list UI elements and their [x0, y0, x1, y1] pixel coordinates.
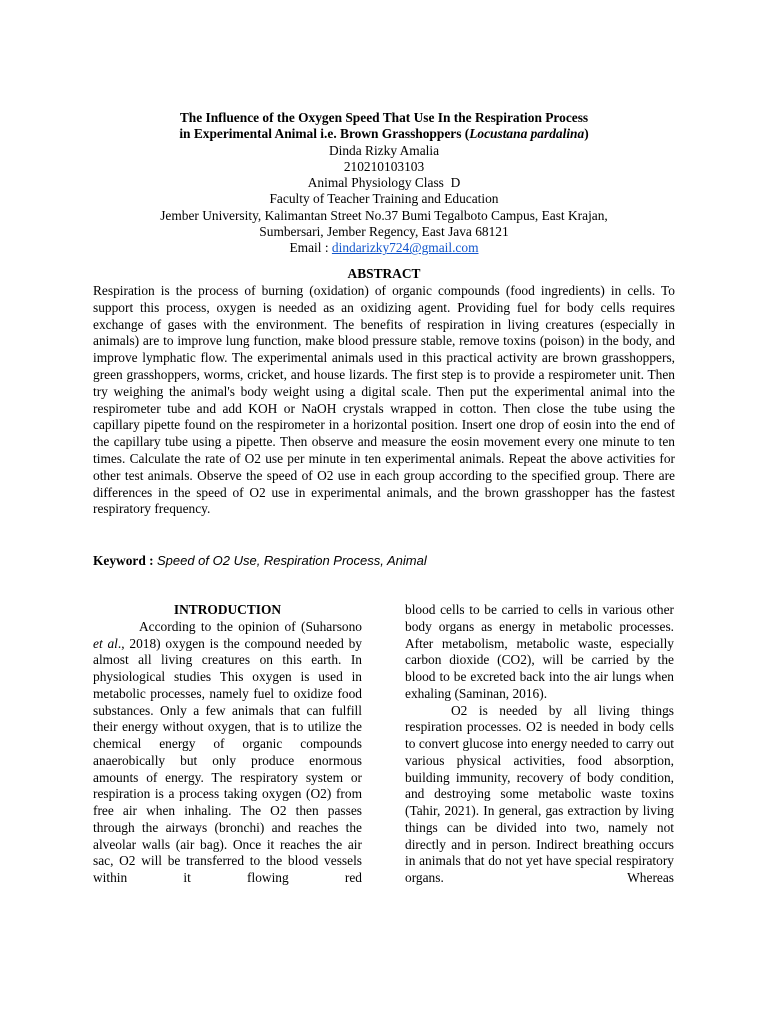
student-id: 210210103103	[343, 158, 425, 174]
address-line-1: Jember University, Kalimantan Street No.37 Bumi Tegalboto Campus, East Krajan,	[160, 207, 608, 223]
intro-p1-start: According to the opinion of (Suharsono	[139, 618, 362, 634]
abstract-heading: ABSTRACT	[347, 266, 421, 281]
intro-p1-etal: et al	[93, 635, 118, 651]
email-link[interactable]: dindarizky724@gmail.com	[331, 240, 479, 256]
paper-header	[93, 110, 675, 257]
intro-paragraph-1	[93, 619, 362, 887]
email-label: Email :	[289, 240, 332, 256]
intro-paragraph-3: O2 is needed by all living things respiration processes. O2 is needed in body cells to convert glucose into energy needed to carry out various physical activities, food absorption, building immunity, recovery of body condition, and destroying some metabolic waste toxins (Tahir, 2021). In general, gas extraction by living things can be divided into two, namely not directly and in person. Indirect breathing occurs in animals that do not yet have special respiratory organs. Whereas	[405, 702, 674, 885]
keyword-label: Keyword :	[93, 553, 157, 568]
author-name: Dinda Rizky Amalia	[328, 142, 440, 158]
title-line-1: The Influence of the Oxygen Speed That Use In the Respiration Process	[179, 110, 589, 125]
email-line	[93, 240, 675, 256]
intro-p1-rest: ., 2018) oxygen is the compound needed by almost all living creatures on this earth. In physiological studies This oxygen is used in metabolic processes, namely fuel to oxidize food substances. Only a few animals that can fulfill their energy without oxygen, that is to utilize the chemical energy of organic compounds anaerobically but only produce enormous amounts of energy. The respiratory system or respiration is a process taking oxygen (O2) from free air when inhaling. The O2 then passes through the airways (bronchi) and reaches the alveolar walls (air bag). Once it reaches the air sac, O2 will be transferred to the blood vessels within it flowing red	[93, 635, 362, 885]
title-line-2-end: )	[584, 126, 589, 142]
faculty-name: Faculty of Teacher Training and Education	[269, 191, 499, 207]
left-column	[93, 602, 362, 887]
address-line-2: Sumbersari, Jember Regency, East Java 68121	[259, 224, 509, 240]
right-column	[405, 602, 674, 887]
keyword-list: Speed of O2 Use, Respiration Process, Animal	[156, 553, 427, 568]
intro-paragraph-2: blood cells to be carried to cells in various other body organs as energy in metabolic processes. After metabolism, metabolic waste, especially carbon dioxide (CO2), will be carried by the blood to be excreted back into the air lungs when exhaling (Saminan, 2016).	[405, 602, 674, 701]
abstract-text: Respiration is the process of burning (oxidation) of organic compounds (food ingredients) in cells. To support this process, oxygen is needed as an oxidizing agent. Providing fuel for body cells requires exchange of gases with the environment. The benefits of respiration in living creatures (especially in animals) are to improve lung function, make blood pressure stable, remove toxins (poison) in the body, and improve lymphatic flow. The experimental animals used in this practical activity are brown grasshoppers, green grasshoppers, worms, cricket, and house lizards. The first step is to provide a respirometer unit. Then try weighing the animal's body weight using a digital scale. Then put the experimental animal into the respirometer tube and add KOH or NaOH crystals wrapped in cotton. Then close the tube using the capillary pipette found on the respirometer in a horizontal position. Insert one drop of eosin into the end of the capillary tube using a pipette. Then observe and measure the eosin movement every one minute to ten times. Calculate the rate of O2 use per minute in ten experimental animals. Repeat the above activities for other test animals. Observe the speed of O2 use in each group according to the specified group. There are differences in the speed of O2 use in experimental animals, and the brown grasshopper has the fastest respiratory frequency.	[93, 283, 675, 517]
title-line-2	[93, 126, 675, 142]
title-line-2-start: in Experimental Animal i.e. Brown Grasshoppers (	[179, 126, 470, 142]
keyword-line	[93, 552, 675, 569]
class-name: Animal Physiology Class D	[307, 175, 461, 191]
introduction-heading: INTRODUCTION	[173, 602, 282, 617]
species-name: Locustana pardalina	[469, 126, 585, 142]
